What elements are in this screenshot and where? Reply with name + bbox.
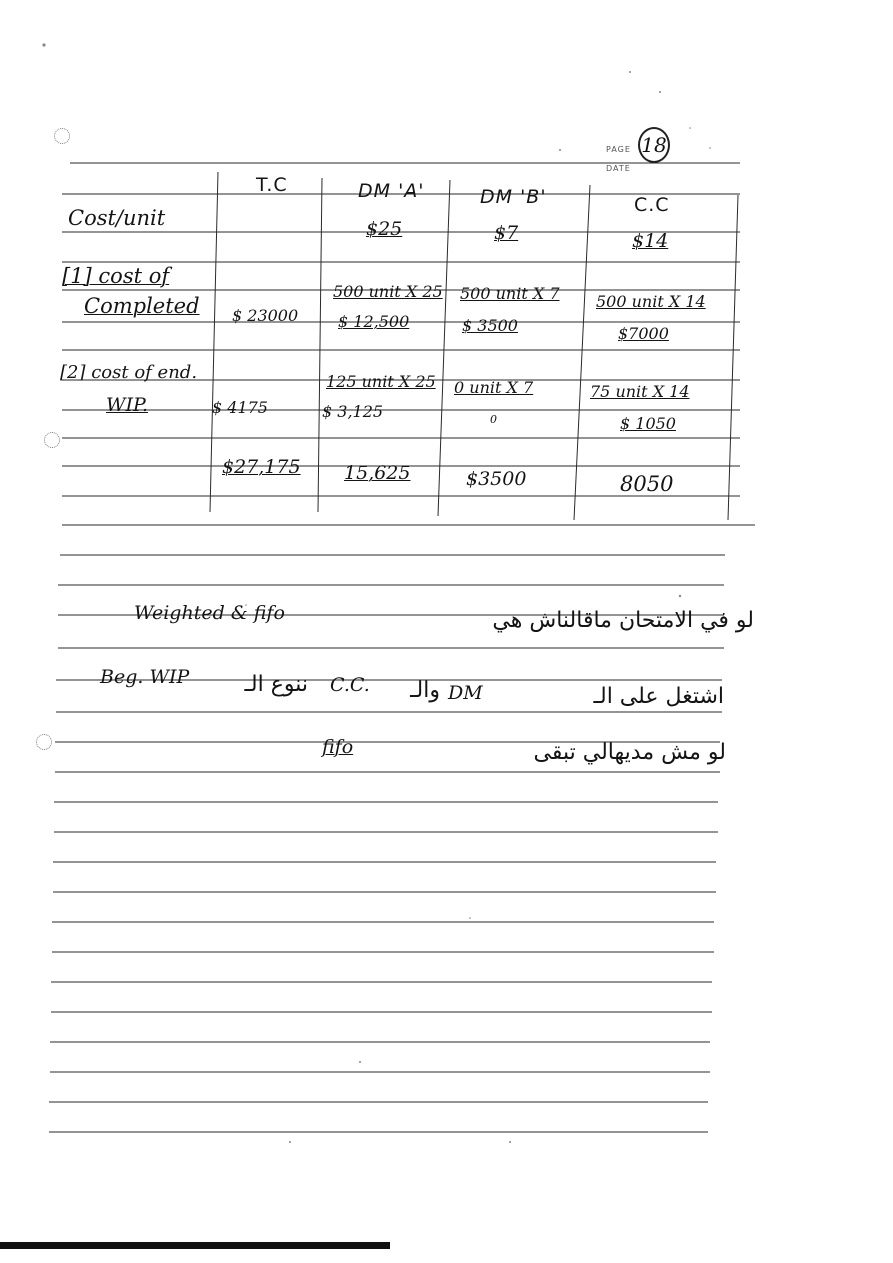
completed-calc-cc: 500 unit X 14 [596,292,706,311]
end-wip-dm-b: 0 [490,413,497,426]
row-label-cost-unit: Cost/unit [68,206,166,230]
completed-calc-dm-b: 500 unit X 7 [460,284,560,303]
note-line2-arabic-right: اشتغل على الـ [593,684,724,709]
note-line2-arabic-left: ننوع الـ [244,672,308,697]
note-line3-arabic: لو مش مديهالي تبقى [533,740,726,765]
row-label-end-wip-1: [2] cost of end. [60,362,198,383]
punch-hole-icon [44,432,60,448]
completed-dm-b: $ 3500 [462,316,518,335]
total-tc: $27,175 [222,456,301,478]
total-dm-a: 15,625 [344,462,411,484]
header-dm-a: DM 'A' [358,180,425,202]
note-line1-latin: Weighted & fifo [134,602,285,624]
note-line2-dm: DM [448,682,483,704]
header-cc: C.C [634,194,670,216]
note-line2-mid: والـ [410,678,440,703]
completed-dm-a: $ 12,500 [338,312,410,331]
note-line2-cc: C.C. [330,674,370,696]
page-label: PAGE [606,145,631,154]
page-number: 18 [638,127,670,163]
note-line1-arabic: لو في الامتحان ماقالناش هي [492,608,754,633]
header-dm-b: DM 'B' [480,186,547,208]
total-dm-b: $3500 [466,468,527,490]
completed-total-tc: $ 23000 [232,306,299,325]
cost-unit-dm-a: $25 [366,218,403,240]
note-line3-fifo: fifo [322,736,354,758]
punch-hole-icon [36,734,52,750]
cost-unit-cc: $14 [632,230,669,252]
row-label-completed-2: Completed [84,294,200,318]
date-label: DATE [606,164,631,173]
end-wip-dm-a: $ 3,125 [322,402,384,421]
end-wip-cc: $ 1050 [620,414,676,433]
end-wip-calc-dm-b: 0 unit X 7 [454,378,534,397]
completed-cc: $7000 [618,324,669,343]
note-line2-beg-wip: Beg. WIP [100,666,190,688]
header-tc: T.C [256,174,288,196]
punch-hole-icon [54,128,70,144]
cost-unit-dm-b: $7 [494,222,519,244]
end-wip-calc-dm-a: 125 unit X 25 [326,372,436,391]
end-wip-calc-cc: 75 unit X 14 [590,382,690,401]
completed-calc-dm-a: 500 unit X 25 [333,282,443,301]
total-cc: 8050 [620,472,674,496]
scan-edge-bar [0,1242,390,1249]
row-label-completed-1: [1] cost of [62,264,170,288]
row-label-end-wip-2: WIP. [106,394,149,416]
end-wip-total-tc: $ 4175 [212,398,268,417]
